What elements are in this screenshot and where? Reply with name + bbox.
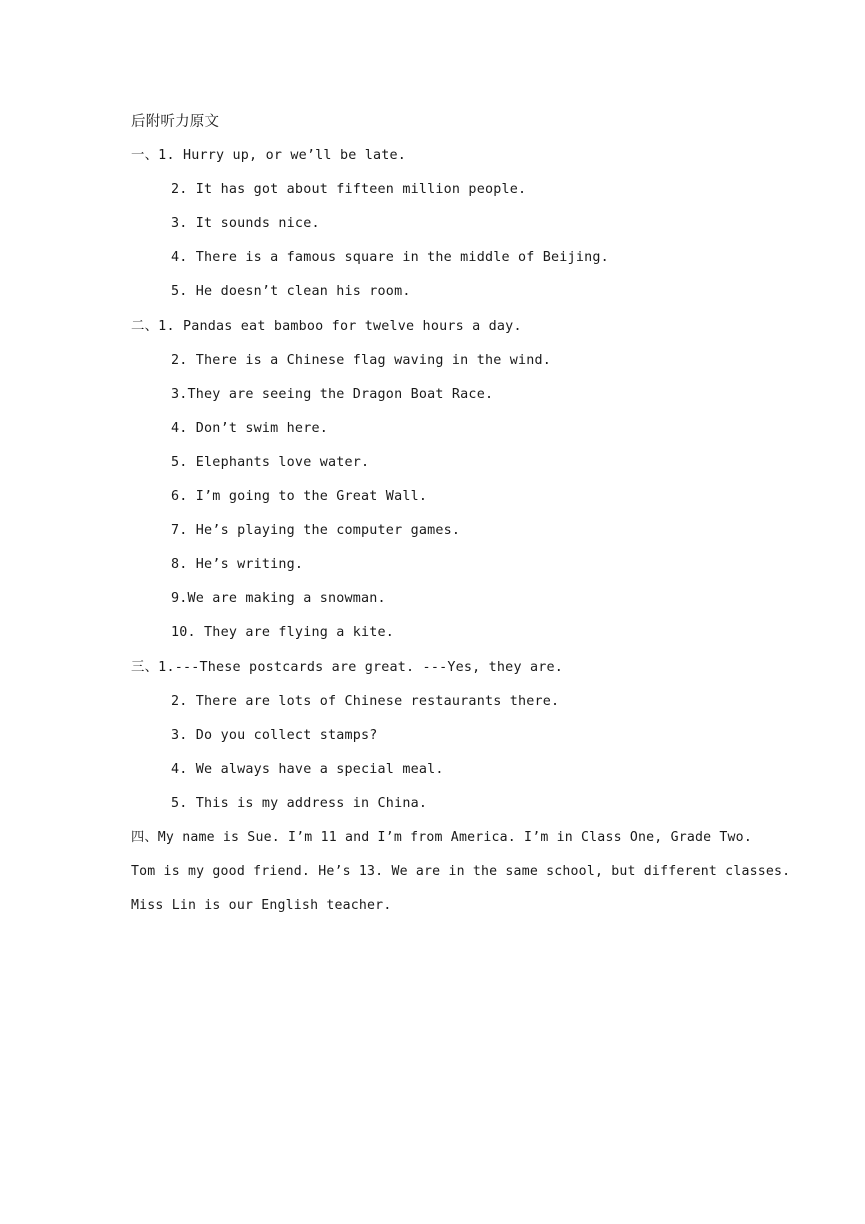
section-4-passage-line: 四、My name is Sue. I’m 11 and I’m from America. I’m in Class One, Grade Two. — [131, 829, 752, 845]
section-2-item: 4. Don’t swim here. — [171, 420, 328, 436]
section-4-passage-line: Miss Lin is our English teacher. — [131, 898, 392, 914]
listening-transcript-page — [131, 111, 791, 929]
section-1-first-line: 一、1. Hurry up, or we’ll be late. — [131, 148, 407, 164]
section-3-first-line: 三、1.---These postcards are great. ---Yes, they are. — [131, 659, 564, 675]
section-1-item: 2. It has got about fifteen million people. — [171, 182, 527, 198]
section-2-first-line: 二、1. Pandas eat bamboo for twelve hours a day. — [131, 318, 522, 334]
section-2-item: 10. They are flying a kite. — [171, 625, 395, 641]
section-3-item: 2. There are lots of Chinese restaurants there. — [171, 693, 560, 709]
section-4-passage-line: Tom is my good friend. He’s 13. We are in the same school, but different classes. — [131, 864, 791, 880]
section-2-item: 2. There is a Chinese flag waving in the wind. — [171, 352, 552, 368]
section-1-item: 3. It sounds nice. — [171, 216, 320, 232]
section-1-item: 4. There is a famous square in the middle of Beijing. — [171, 250, 609, 266]
section-2-item: 3.They are seeing the Dragon Boat Race. — [171, 386, 494, 402]
section-3-item: 4. We always have a special meal. — [171, 761, 444, 777]
section-3-item: 5. This is my address in China. — [171, 795, 428, 811]
section-2-item: 7. He’s playing the computer games. — [171, 523, 461, 539]
section-2-item: 9.We are making a snowman. — [171, 591, 386, 607]
page-title: 后附听力原文 — [131, 114, 220, 130]
section-3-item: 3. Do you collect stamps? — [171, 727, 378, 743]
section-2-item: 5. Elephants love water. — [171, 454, 370, 470]
section-1-item: 5. He doesn’t clean his room. — [171, 284, 411, 300]
section-2-item: 6. I’m going to the Great Wall. — [171, 489, 428, 505]
section-2-item: 8. He’s writing. — [171, 557, 304, 573]
